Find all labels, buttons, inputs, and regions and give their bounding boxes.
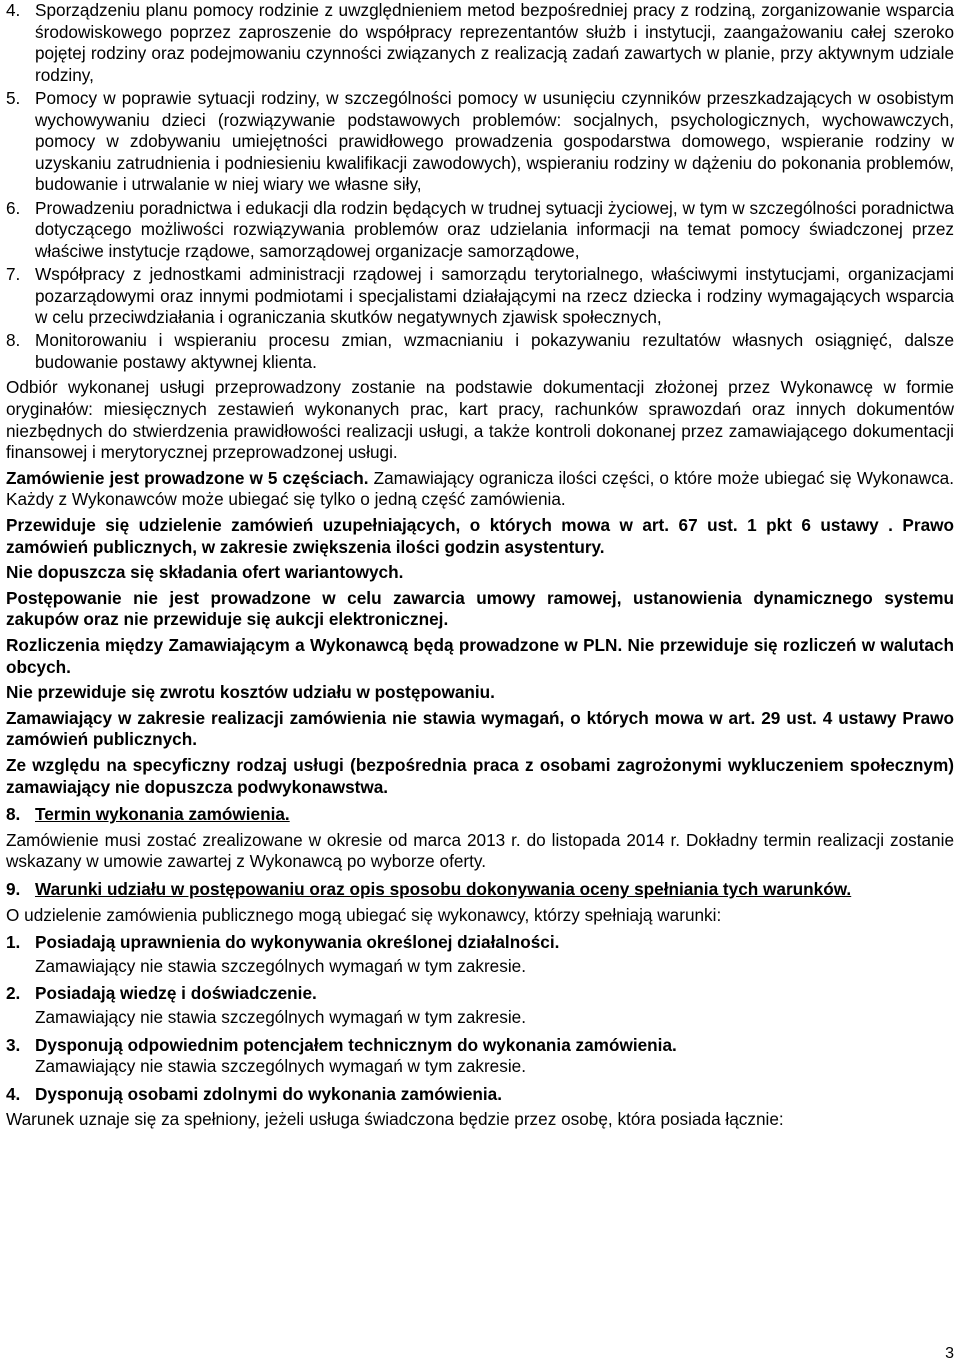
condition-number: 1. — [6, 932, 21, 953]
condition-title: Dysponują odpowiednim potencjałem technicznym do wykonania zamówienia. — [35, 1034, 677, 1055]
list-number: 6. — [6, 197, 21, 218]
condition-item — [6, 983, 954, 1005]
list-item — [6, 264, 954, 329]
section-number: 8. — [6, 804, 21, 825]
bold-paragraph: Postępowanie nie jest prowadzone w celu zawarcia umowy ramowej, ustanowienia dynamicznego systemu zakupów oraz nie przewiduje się aukcji elektronicznej. — [6, 587, 954, 630]
page-number: 3 — [945, 1345, 954, 1362]
list-number: 7. — [6, 263, 21, 284]
bold-paragraph: Ze względu na specyficzny rodzaj usługi (bezpośrednia praca z osobami zagrożonymi wykluczeniem społecznym) zamawiający nie dopuszcza podwykonawstwa. — [6, 754, 954, 797]
condition-item — [6, 932, 954, 954]
condition-number: 3. — [6, 1034, 21, 1055]
condition-title: Posiadają wiedzę i doświadczenie. — [35, 983, 317, 1004]
termin-paragraph: Zamówienie musi zostać zrealizowane w okresie od marca 2013 r. do listopada 2014 r. Dokładny termin realizacji zostanie wskazany w umowie zawartej z Wykonawcą po wyborze oferty. — [6, 829, 954, 872]
section-title: Warunki udziału w postępowaniu oraz opis sposobu dokonywania oceny spełniania tych warunków. — [35, 878, 852, 899]
warunki-intro: O udzielenie zamówienia publicznego mogą ubiegać się wykonawcy, którzy spełniają warunki: — [6, 904, 722, 925]
list-item — [6, 88, 954, 196]
bold-paragraph: Zamawiający w zakresie realizacji zamówienia nie stawia wymagań, o których mowa w art. 29 ust. 4 ustawy Prawo zamówień publicznych. — [6, 707, 954, 750]
list-text: Prowadzeniu poradnictwa i edukacji dla rodzin będących w trudnej sytuacji życiowej, w tym w szczególności poradnictwa dotyczącego możliwości rozwiązywania problemów oraz udzielania informacji na temat pomocy świadczonej przez właściwe instytucje rządowe, samorządowej organizacje samorządowe, — [35, 197, 954, 261]
list-text: Sporządzeniu planu pomocy rodzinie z uwzględnieniem metod bezpośredniej pracy z rodziną, zorganizowanie wsparcia środowiskowego poprzez zaproszenie do współpracy reprezentantów służb i instytucji, zaangażowaniu całej szeroko pojętej rodziny oraz podejmowaniu czynności związanych z realizacją zadań zawartych w planie, przy aktywnym udziale rodziny, — [35, 0, 954, 85]
condition-title: Dysponują osobami zdolnymi do wykonania zamówienia. — [35, 1083, 503, 1104]
condition-note: Zamawiający nie stawia szczególnych wymagań w tym zakresie. — [35, 1006, 526, 1027]
bold-paragraph: Przewiduje się udzielenie zamówień uzupełniających, o których mowa w art. 67 ust. 1 pkt 6 ustawy . Prawo zamówień publicznych, w zakresie zwiększenia ilości godzin asystentury. — [6, 515, 954, 557]
bold-paragraph: Nie przewiduje się zwrotu kosztów udziału w postępowaniu. — [6, 682, 495, 703]
condition-note: Zamawiający nie stawia szczególnych wymagań w tym zakresie. — [35, 1056, 526, 1077]
list-number: 4. — [6, 0, 21, 20]
czesci-paragraph — [6, 468, 954, 511]
list-text: Pomocy w poprawie sytuacji rodziny, w szczególności pomocy w usunięciu czynników przeszkadzających w osobistym wychowywaniu dzieci (rozwiązywanie podstawowych problemów: socjalnych, psychologicznych, wychowawczych, pomocy w zdobywaniu umiejętności prawidłowego prowadzenia gospodarstwa domowego, wspieranie rodziny w uzyskaniu zatrudnienia i podniesieniu kwalifikacji zawodowych), wspieraniu rodziny w dążeniu do pokonania problemów, budowanie i utrwalanie w niej wiary we własne siły, — [35, 87, 954, 195]
list-item — [6, 0, 954, 86]
czesci-rest: Zamawiający ogranicza ilości części, o które może ubiegać się Wykonawca. Każdy z Wykonawców może ubiegać się tylko o jedną część zamówienia. — [6, 467, 955, 510]
bold-paragraph: Nie dopuszcza się składania ofert wariantowych. — [6, 562, 404, 583]
condition-note: Zamawiający nie stawia szczególnych wymagań w tym zakresie. — [35, 955, 526, 976]
section-number: 9. — [6, 878, 21, 899]
list-number: 8. — [6, 330, 21, 351]
warunek-final: Warunek uznaje się za spełniony, jeżeli usługa świadczona będzie przez osobę, która posiada łącznie: — [6, 1109, 784, 1130]
list-text: Monitorowaniu i wspieraniu procesu zmian, wzmacnianiu i pokazywaniu rezultatów własnych osiągnięć, dalsze budowanie postawy aktywnej klienta. — [35, 330, 954, 372]
list-item — [6, 330, 954, 373]
odbior-paragraph: Odbiór wykonanej usługi przeprowadzony zostanie na podstawie dokumentacji złożonej przez Wykonawcę w formie oryginałów: miesięcznych zestawień wykonanych prac, kart pracy, rachunków sprawozdań oraz innych dokumentów niezbędnych do stwierdzenia prawidłowości realizacji usługi, a także kontroli dokonanej przez zamawiającego dokumentacji finansowej i merytorycznej przeprowadzonej usługi. — [6, 377, 954, 463]
numbered-list — [6, 0, 954, 373]
condition-title: Posiadają uprawnienia do wykonywania określonej działalności. — [35, 932, 560, 953]
condition-number: 4. — [6, 1083, 21, 1104]
bold-paragraph: Rozliczenia między Zamawiającym a Wykonawcą będą prowadzone w PLN. Nie przewiduje się rozliczeń w walutach obcych. — [6, 635, 954, 677]
condition-number: 2. — [6, 983, 21, 1004]
condition-item — [6, 1084, 954, 1106]
section-heading-warunki — [6, 879, 954, 901]
list-number: 5. — [6, 87, 21, 108]
list-text: Współpracy z jednostkami administracji rządowej i samorządu terytorialnego, właściwymi instytucjami, organizacjami pozarządowymi oraz innymi podmiotami i specjalistami działającymi na rzecz dziecka i rodziny wymagających wsparcia w celu przeciwdziałania i ograniczania skutków negatywnych zjawisk społecznych, — [35, 263, 954, 328]
section-title: Termin wykonania zamówienia. — [35, 804, 290, 825]
section-heading-termin — [6, 804, 954, 826]
czesci-bold: Zamówienie jest prowadzone w 5 częściach. — [6, 467, 369, 488]
condition-item — [6, 1035, 954, 1057]
list-item — [6, 198, 954, 263]
